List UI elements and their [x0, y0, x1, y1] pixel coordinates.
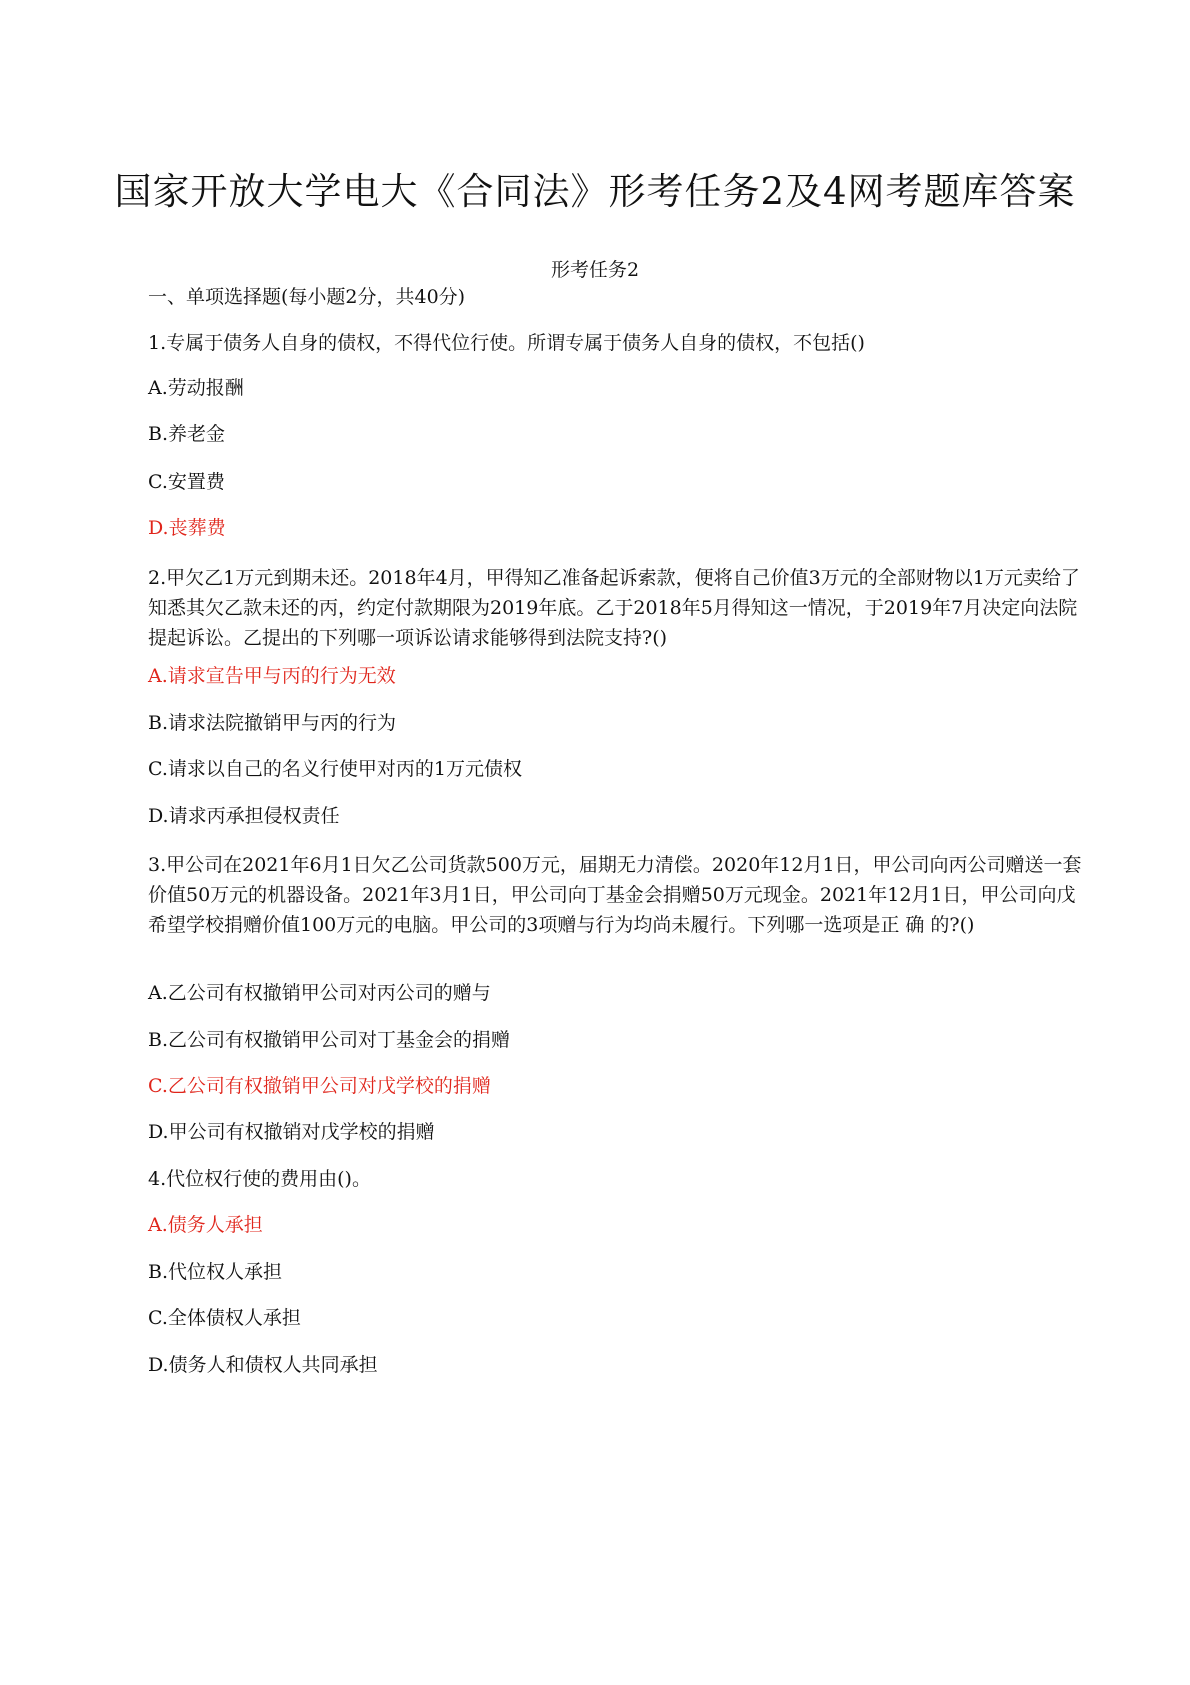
- question-4-option-c: C.全体债权人承担: [148, 1307, 301, 1329]
- question-3-stem: 3.甲公司在2021年6月1日欠乙公司货款500万元，届期无力清偿。2020年12月1日，甲公司向丙公司赠送一套价值50万元的机器设备。2021年3月1日，甲公司向丁基金会捐赠50万元现金。2021年12月1日，甲公司向戊希望学校捐赠价值100万元的电脑。甲公司的3项赠与行为均尚未履行。下列哪一选项是正 确 的?(): [148, 854, 1082, 936]
- question-4-option-b: B.代位权人承担: [148, 1261, 283, 1283]
- question-3-option-a: A.乙公司有权撤销甲公司对丙公司的赠与: [148, 982, 491, 1004]
- question-4-option-d: D.债务人和债权人共同承担: [148, 1354, 378, 1376]
- question-1-option-c: C.安置费: [148, 471, 225, 493]
- document-subtitle: 形考任务2: [550, 259, 640, 281]
- question-2-option-a-answer: A.请求宣告甲与丙的行为无效: [148, 665, 396, 687]
- question-3-option-c-answer: C.乙公司有权撤销甲公司对戊学校的捐赠: [148, 1075, 491, 1097]
- question-3-option-d: D.甲公司有权撤销对戊学校的捐赠: [148, 1121, 435, 1143]
- question-2-option-b: B.请求法院撤销甲与丙的行为: [148, 712, 397, 734]
- question-3-option-b: B.乙公司有权撤销甲公司对丁基金会的捐赠: [148, 1029, 511, 1051]
- question-4-option-a-answer: A.债务人承担: [148, 1214, 263, 1236]
- question-4-stem: 4.代位权行使的费用由()。: [148, 1168, 371, 1190]
- question-2-option-c: C.请求以自己的名义行使甲对丙的1万元债权: [148, 758, 522, 780]
- question-2-option-d: D.请求丙承担侵权责任: [148, 805, 340, 827]
- question-1-option-a: A.劳动报酬: [148, 377, 244, 399]
- question-1-stem: 1.专属于债务人自身的债权，不得代位行使。所谓专属于债务人自身的债权，不包括(): [148, 332, 865, 354]
- question-1-option-b: B.养老金: [148, 423, 226, 445]
- document-title: 国家开放大学电大《合同法》形考任务2及4网考题库答案: [114, 170, 1076, 213]
- question-2-stem: 2.甲欠乙1万元到期未还。2018年4月，甲得知乙准备起诉索款，便将自己价值3万元的全部财物以1万元卖给了知悉其欠乙款未还的丙，约定付款期限为2019年底。乙于2018年5月得知这一情况，于2019年7月决定向法院提起诉讼。乙提出的下列哪一项诉讼请求能够得到法院支持?(): [148, 567, 1080, 649]
- question-1-option-d-answer: D.丧葬费: [148, 517, 226, 539]
- section-heading: 一、单项选择题(每小题2分，共40分): [148, 286, 466, 308]
